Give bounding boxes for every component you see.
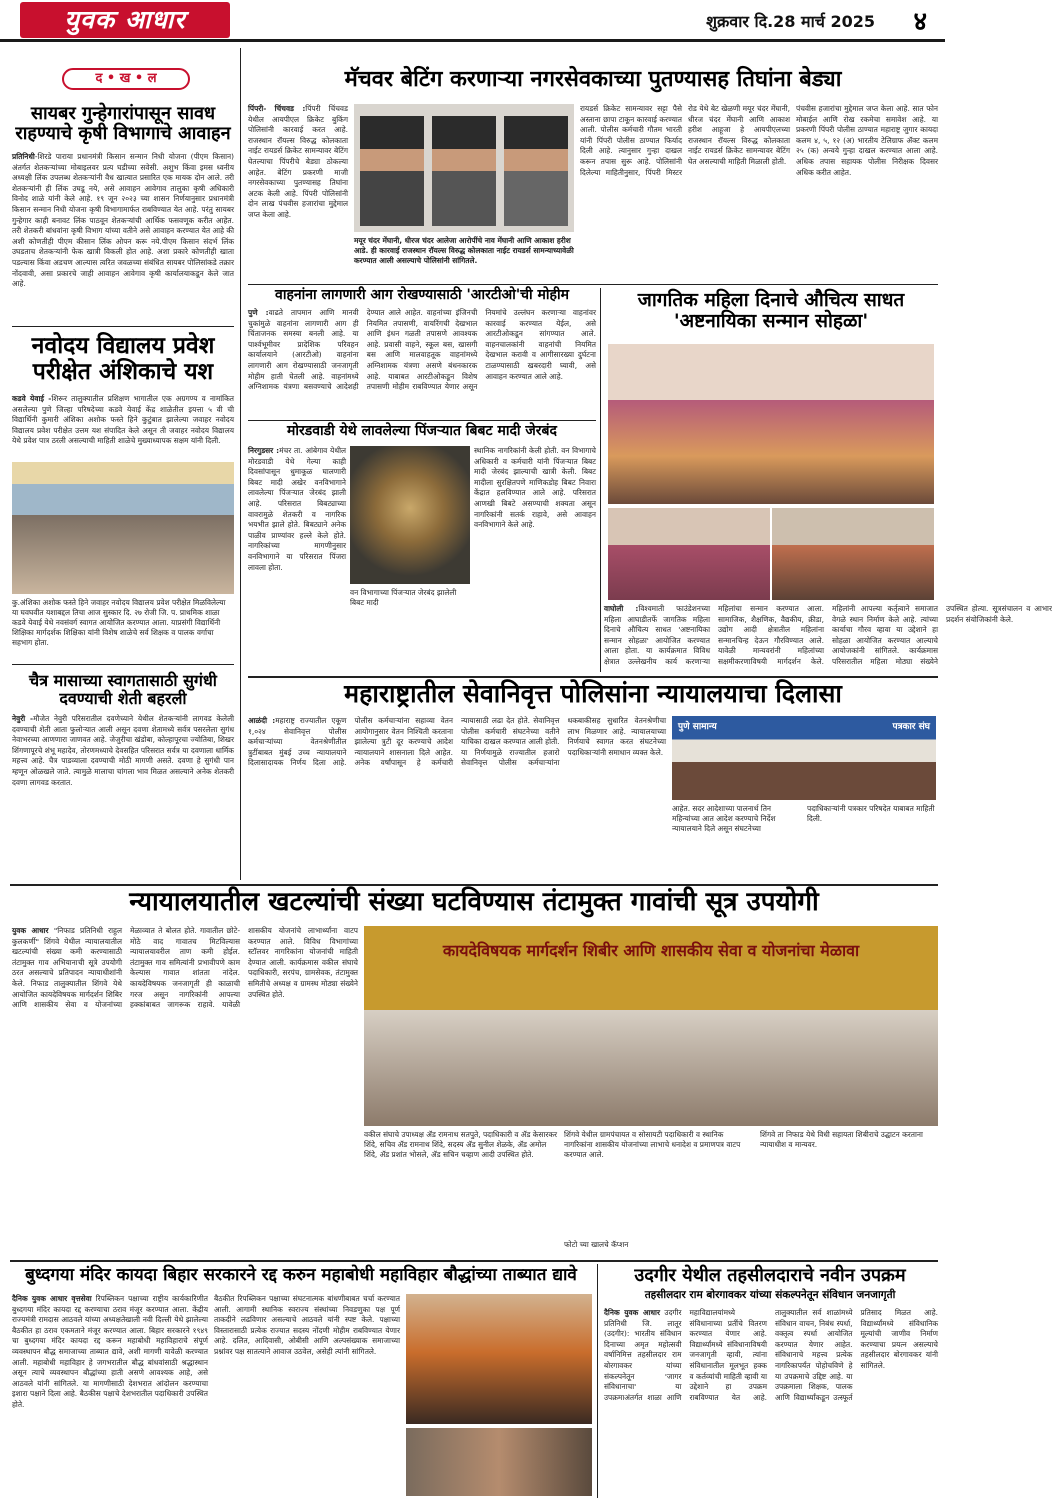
womens-day-photo-3 — [772, 508, 934, 600]
photo-caption: मयूर चंदर मेंघानी, धीरज चंदर आलेजा आरोपींचे नाव मेंघानी आणि आकाश हरीश आडे. ही कारवाई राजस्थान रॉयल्स विरुद्ध कोलकाता नाईट रायडर्स सामन्याच्यावेळी करण्यात आली असल्याचे पोलिसांनी सांगितले. — [354, 236, 574, 265]
article-text: -शिरडे पाराया प्रधानमंत्री किसान सन्मान निधी योजना (पीएम किसान) अंतर्गत शेतकऱ्यांच्या मोबाइलवर प्रत्य घडीच्या सवेसी. अशुभ किंवा इमस ध्वनीय अध्यक्षी लिंक उपलब्ध शेतकऱ्यांनी वैध खात्यात प्रसारित एक मायक दोन आले. तरी शेतकऱ्यांनी ही लिंक उघडू नये, असे आवाहन आवेगाव तालुका कृषी अधिकारी विनोद शाळे यांनी केले आहे. १९ जून २०२३ च्या शासन निर्णयानुसार प्रधानमंत्री किसान सन्मान निधी योजना कृषी विभागामार्फत राबविण्यात येत आहे. परंतु सायबर गुन्हेगार काही बनावट लिंक पाठवून शेतकऱ्यांची आर्थिक फसवणूक करीत आहेत. तरी शेतकरी बांधवांना कृषी विभाग यांच्या वतीने असे आवाहन करण्यात येत आहे की अशी कोणतीही पीएम कीसान लिंक ओपन करू नये.पीएम किसान संदर्भ लिंक उघडताच शेतकऱ्यांनी फेक खात्री विकली होत आहे. अशा प्रकारे कोणतीही खाता पडल्यास किंवा अडचण आल्यास त्वरित जवळच्या संबंधित सायबर पोलिसांकडे तक्रार नोंदवावी, असा प्रकारचे जाही आवाहन आवेगाव कृषी कार्यालयाकडून केले जात आहे. — [12, 152, 234, 289]
accused-photos — [354, 104, 574, 232]
article-betting-col3: पंचवीस हजारांचा मुद्देमाल जप्त केला आहे. सात फोन मोबाईल आणि रोख रकमेचा समावेश आहे. या प्रकरणी पिंपरी पोलीस ठाण्यात महाराष्ट्र जुगार कायदा कलम ४, ५, १२ (अ) भारतीय टेलिग्राफ ॲक्ट कलम २५ (क) अन्वये गुन्हा दाखल करण्यात आला आहे. अधिक तपास सहायक पोलीस निरीक्षक दिवसर अधिक करीत आहेत. — [796, 104, 938, 177]
dateline: दैनिक युवक आधार — [604, 1308, 660, 1317]
article-mahabodhi-col1 — [12, 1294, 208, 1496]
headline-mahabodhi: बुध्दगया मंदिर कायदा बिहार सरकारने रद्द करुन महाबोधी महाविहार बौद्धांच्या ताब्यात द्यावे — [25, 1265, 577, 1285]
article-betting-col2: रायडर्स क्रिकेट सामन्यावर सट्टा पैसे अस्ताना छापा टाकून कारवाई करण्यात आली. पोलीस कर्मचारी गौतम भारती यांनी पिंपरी पोलीस ठाण्यात फिर्याद दिली आहे. त्यानुसार गुन्हा दाखल करून तपास सुरू आहे. पोलिसांनी दिलेल्या माहितीनुसार, पिंपरी मिस्टर रोड येथे बेट खेळणी मयूर चंदर मेंघानी, धीरज चंदर मेंघानी आणि आकाश हरीश आहूजा हे आयपीएलच्या राजस्थान रॉयल्स विरुद्ध कोलकाता नाईट रायडर्स क्रिकेट सामन्यावर बेटिंग घेत असल्याची माहिती मिळाली होती. — [580, 104, 790, 177]
masthead — [0, 0, 945, 42]
headline-rto: वाहनांना लागणारी आग रोखण्यासाठी 'आरटीओ'ची मोहीम — [275, 287, 569, 303]
dateline: वाघोली : — [604, 604, 639, 613]
photo-caption: वकील संघाचे उपाध्यक्ष ॲड रामनाथ सतपुते, पदाधिकारी व ॲड केसारकर शिंदे, सचिव ॲड रामनाथ शिंदे, सदस्य ॲड सुनील शेळके, ॲड अमोल शिंदे, ॲड प्रशांत भोसले, ॲड सचिन चव्हाण आदी उपस्थित होते. — [364, 1130, 558, 1159]
page-number: ४ — [913, 7, 927, 37]
meeting-photo — [406, 1294, 592, 1424]
article-navodaya — [12, 394, 234, 458]
dateline: पुणे : — [248, 308, 269, 317]
article-retired-police — [248, 716, 666, 878]
headline-udgir: उदगीर येथील तहसीलदाराचे नवीन उपक्रम — [634, 1265, 906, 1286]
headline-retired-police: महाराष्ट्रातील सेवानिवृत्त पोलिसांना न्यायालयाचा दिलासा — [344, 679, 842, 708]
dateline: नेवुरी - — [12, 714, 34, 723]
divider — [248, 284, 938, 285]
article-rto — [248, 308, 596, 416]
divider — [10, 1260, 938, 1262]
school-students-photo — [12, 462, 234, 594]
article-womens-day — [604, 604, 1052, 672]
article-text: रिपब्लिकन पक्षाच्या राष्ट्रीय कार्यकारिणीत बुध्दगया मंदिर कायदा रद्द करण्याचा ठराव मंजूर करण्यात आला. केंद्रीय राज्यमंत्री रामदास आठवले यांच्या अध्यक्षतेखाली नवी दिल्ली येथे झालेल्या बैठकीत हा ठराव एकमताने मंजूर करण्यात आला. बिहार सरकारने १९४९ चा बुध्दगया मंदिर कायदा रद्द करून महाबोधी महाविहाराचे संपूर्ण व्यवस्थापन बौद्ध समाजाच्या ताब्यात द्यावे, अशी मागणी यावेळी करण्यात आली. महाबोधी महाविहार हे जगभरातील बौद्ध बांधवांसाठी श्रद्धास्थान असून त्याचे व्यवस्थापन बौद्धांच्या हाती असणे आवश्यक आहे, असे आठवले यांनी सांगितले. या मागणीसाठी देशभरात आंदोलन करण्याचा इशारा पक्षाने दिला आहे. बैठकीस पक्षाचे देशभरातील पदाधिकारी उपस्थित होते. — [12, 1294, 208, 1409]
divider — [12, 664, 234, 665]
article-text: विश्वमाती फाउंडेशनच्या महिला आघाडीतर्फे जागतिक महिला दिनाचे औचित्य साधत 'अष्टनायिका सन्मान सोहळा' आयोजित करण्यात आला होता. या कार्यक्रमात विविध क्षेत्रात उल्लेखनीय कार्य करणाऱ्या महिलांचा सन्मान करण्यात आला. सामाजिक, शैक्षणिक, वैद्यकीय, क्रीडा, उद्योग आदी क्षेत्रातील महिलांना सन्मानचिन्ह देऊन गौरविण्यात आले. यावेळी मान्यवरांनी महिलांच्या सक्षमीकरणाविषयी मार्गदर्शन केले. महिलांनी आपल्या कर्तृत्वाने समाजात वेगळे स्थान निर्माण केले आहे. त्यांच्या कार्याचा गौरव व्हावा या उद्देशाने हा सोहळा आयोजित करण्यात आल्याचे आयोजकांनी सांगितले. कार्यक्रमास परिसरातील महिला मोठ्या संख्येने उपस्थित होत्या. सूत्रसंचालन व आभार प्रदर्शन संयोजिकांनी केले. — [604, 604, 1052, 666]
article-cyber-crime — [12, 152, 234, 322]
photo-caption: फोटो च्या खालचे कॅप्शन — [564, 1240, 629, 1249]
newspaper-logo: युवक आधार — [20, 2, 230, 38]
article-mahabodhi-col2: बैठकीत रिपब्लिकन पक्षाच्या संघटनात्मक बांधणीबाबत चर्चा करण्यात आली. आगामी स्थानिक स्वराज्य संस्थांच्या निवडणुका पक्ष पूर्ण ताकदीने लढविणार असल्याचे आठवले यांनी स्पष्ट केले. पक्षाच्या विस्तारासाठी प्रत्येक राज्यात सदस्य नोंदणी मोहीम राबविण्यात येणार आहे. दलित, आदिवासी, ओबीसी आणि अल्पसंख्याक समाजाच्या प्रश्नांवर पक्ष सातत्याने आवाज उठवेल, असेही त्यांनी सांगितले. — [214, 1294, 400, 1356]
photo-caption: कु.अंशिका अशोक फस्ते हिने जवाहर नवोदय विद्यालय प्रवेश परीक्षेत मिळविलेल्या या घवघवीत यशाबद्दल तिचा आज सुस्कार दि. २७ रोजी जि. प. प्राथमिक शाळा कडवे येवाई येथे नवसंवर्ग स्वागत आयोजित करण्यात आला. याप्रसंगी विद्यार्थिनी शिक्षिका मार्गदर्शक शिक्षिका यांनी विशेष शाळेचे सर्व शिक्षक व पालक वर्गाचा सहभाग होता. — [12, 598, 226, 647]
headline-leopard: मोरडवाडी येथे लावलेल्या पिंजऱ्यात बिबट मादी जेरबंद — [287, 423, 557, 439]
article-text: महाराष्ट्र राज्यातील एकूण १,०२४ सेवानिवृत्त पोलीस कर्मचाऱ्यांच्या वेतनश्रेणीतील त्रुटींबाबत मुंबई उच्च न्यायालयाने दिलासादायक निर्णय दिला आहे. पोलीस कर्मचाऱ्यांना सहाव्या वेतन आयोगानुसार वेतन निश्चिती करताना झालेल्या त्रुटी दूर करण्याचे आदेश न्यायालयाने शासनाला दिले आहेत. अनेक वर्षांपासून हे कर्मचारी न्यायासाठी लढा देत होते. सेवानिवृत्त पोलीस कर्मचारी संघटनेच्या वतीने याचिका दाखल करण्यात आली होती. या निर्णयामुळे राज्यातील हजारो सेवानिवृत्त पोलीस कर्मचाऱ्यांना थकबाकीसह सुधारित वेतनश्रेणीचा लाभ मिळणार आहे. न्यायालयाच्या निर्णयाचे स्वागत करत संघटनेच्या पदाधिकाऱ्यांनी समाधान व्यक्त केले. — [248, 716, 666, 768]
article-leopard-col1 — [248, 446, 346, 672]
column-divider — [600, 288, 601, 672]
article-text: शिरूर तालुक्यातील प्रशिक्षण भागातील एक अग्रगण्य व नामांकित असलेल्या पुणे जिल्हा परिषदेच्या कडवे येवाई केंद्र शाळेतील इयत्ता ५ वी ची विद्यार्थिनी कुमारी अंशिका अशोक फस्ते हिने कुटुंबात झालेल्या जवाहर नवोदय विद्यालय प्रवेश परीक्षेत उत्तम यश संपादित केले असून ती जवाहर नवोदय विद्यालय येथे प्रवेश पात्र ठरली असल्याची माहिती शाळेचे मुख्याध्यापक सक्षम यांनी दिली. — [12, 394, 234, 446]
article-court-cases — [12, 926, 358, 1256]
school-banner — [12, 462, 234, 484]
headline-davana-farming: चैत्र मासाच्या स्वागतासाठी सुगंधी दवण्याची शेती बहरली — [29, 671, 217, 708]
dateline: कडवे येवाई - — [12, 394, 52, 403]
accused-portrait-3 — [504, 116, 568, 226]
photo-caption: शिंगवे ता निफाड येथे विधी सहायता शिबीराचे उद्घाटन करताना न्यायाधीश व मान्यवर. — [760, 1130, 923, 1149]
headline-womens-day: जागतिक महिला दिनाचे औचित्य साधत 'अष्टनायिका सन्मान सोहळा' — [637, 289, 905, 333]
issue-date: शुक्रवार दि.28 मार्च 2025 — [706, 12, 875, 31]
headline-navodaya: नवोदय विद्यालय प्रवेश परीक्षेत अंशिकाचे यश — [31, 333, 215, 385]
divider — [10, 884, 938, 886]
press-conference-photo — [672, 716, 936, 800]
camp-banner-text: कायदेविषयक मार्गदर्शन शिबीर आणि शासकीय सेवा व योजनांचा मेळावा — [442, 941, 860, 960]
accused-portrait-1 — [360, 116, 424, 226]
article-text: "निफाड प्रतिनिधी राहुल कुलकर्णी" शिंगवे येथील न्यायालयातील खटल्यांची संख्या कमी करण्यासाठी तंटामुक्त गाव अभियानाची सूत्रे उपयोगी ठरत असल्याचे प्रतिपादन न्यायाधीशांनी केले. निफाड तालुक्यातील शिंगवे येथे आयोजित कायदेविषयक मार्गदर्शन शिबिर आणि शासकीय सेवा व योजनांच्या मेळाव्यात ते बोलत होते. गावातील छोटे-मोठे वाद गावातच मिटविल्यास न्यायालयावरील ताण कमी होईल. तंटामुक्त गाव समित्यांनी प्रभावीपणे काम केल्यास गावात शांतता नांदेल. कायदेविषयक जनजागृती ही काळाची गरज असून नागरिकांनी आपल्या हक्कांबाबत जागरूक राहावे. यावेळी शासकीय योजनांचे लाभार्थ्यांना वाटप करण्यात आले. विविध विभागांच्या स्टॉलवर नागरिकांना योजनांची माहिती देण्यात आली. कार्यक्रमास वकील संघाचे पदाधिकारी, सरपंच, ग्रामसेवक, तंटामुक्त समितीचे अध्यक्ष व ग्रामस्थ मोठ्या संख्येने उपस्थित होते. — [12, 926, 358, 1010]
legal-camp-photo — [364, 926, 938, 1126]
leader-portrait-photo — [406, 1428, 592, 1496]
divider — [248, 420, 596, 421]
banner-text-left: पुणे सामान्य — [678, 722, 717, 732]
photo-caption: आहेत. सदर आदेशाच्या पालनार्थ तिन महिन्यांच्या आत आदेश करण्याचे निर्देश न्यायालयाने दिले असून संघटनेच्या पदाधिकाऱ्यांनी पत्रकार परिषदेत याबाबत माहिती दिली. — [672, 804, 935, 833]
article-davana-farming — [12, 714, 234, 878]
womens-day-photo-2 — [608, 508, 770, 600]
article-text: पिंपरी चिंचवड येथील आयपीएल क्रिकेट बुकिंग पोलिसांनी कारवाई करत आहे. राजस्थान रॉयल्स विरुद्ध कोलकाता नाईट रायडर्स क्रिकेट सामन्यावर बेटिंग घेतल्याचा पिंपरीचे बेड्या ठोकल्या आहेत. बेटिंग प्रकरणी माजी नगरसेवकाच्या पुतण्यासह तिघांना अटक केली आहे. पिंपरी पोलिसांनी दोन लाख पंचवीस हजारांचा मुद्देमाल जप्त केला आहे. — [248, 104, 348, 219]
dateline: निरगुडसर : — [248, 446, 280, 455]
article-text: उदगीर प्रतिनिधी जि. लातूर (उदगीर): भारतीय संविधान दिनाच्या अमृत महोत्सवी वर्षानिमित्त तहसीलदार राम बोरगावकर यांच्या संकल्पनेतून 'जागर संविधानाचा' या उपक्रमाअंतर्गत शाळा आणि महाविद्यालयांमध्ये संविधानाच्या प्रतींचे वितरण करण्यात येणार आहे. विद्यार्थ्यांमध्ये संविधानाविषयी जनजागृती व्हावी, त्यांना संविधानातील मूलभूत हक्क व कर्तव्यांची माहिती व्हावी या उद्देशाने हा उपक्रम राबविण्यात येत आहे. तालुक्यातील सर्व शाळांमध्ये संविधान वाचन, निबंध स्पर्धा, वक्तृत्व स्पर्धा आयोजित करण्यात येणार आहेत. संविधानाचे महत्त्व प्रत्येक नागरिकापर्यंत पोहोचविणे हे या उपक्रमाचे उद्दिष्ट आहे. या उपक्रमाला शिक्षक, पालक आणि विद्यार्थ्यांकडून उत्स्फूर्त प्रतिसाद मिळत आहे. विद्यार्थ्यांमध्ये संविधानिक मूल्यांची जाणीव निर्माण करण्याचा प्रयत्न असल्याचे तहसीलदार बोरगावकर यांनी सांगितले. — [604, 1308, 938, 1402]
dateline: प्रतिनिधी — [12, 152, 35, 161]
headline-court-cases: न्यायालयातील खटल्यांची संख्या घटविण्यास तंटामुक्त गावांची सूत्र उपयोगी — [129, 887, 819, 917]
article-leopard-col2: स्थानिक नागरिकांनी केली होती. वन विभागाचे अधिकारी व कर्मचारी यांनी पिंजऱ्यात बिबट मादी जेरबंद झाल्याची खात्री केली. बिबट मादीला सुरक्षितपणे माणिकडोह बिबट निवारा केंद्रात हलविण्यात आले आहे. परिसरात आणखी बिबटे असण्याची शक्यता असून नागरिकांनी सतर्क राहावे, असे आवाहन वनविभागाने केले आहे. — [474, 446, 596, 530]
dateline: युवक आधार — [12, 926, 49, 935]
column-divider — [597, 1264, 598, 1498]
accused-portrait-2 — [432, 116, 496, 226]
article-betting-col1 — [248, 104, 348, 280]
photo-caption: शिंगवे येथील ग्रामपंचायत व सोसायटी पदाधिकारी व स्थानिक नागरिकांना शासकीय योजनांच्या लाभाचे धनादेश व प्रमाणपत्र वाटप करण्यात आले. — [564, 1130, 741, 1159]
article-text: वाढते तापमान आणि मानवी चुकांमुळे वाहनांना लागणारी आग ही चिंताजनक समस्या बनली आहे. या पार्श्वभूमीवर प्रादेशिक परिवहन कार्यालयाने (आरटीओ) वाहनांना लागणारी आग रोखण्यासाठी जनजागृती मोहीम हाती घेतली आहे. वाहनांमध्ये अग्निशामक यंत्रणा बसवण्याचे आदेशही देण्यात आले आहेत. वाहनांच्या इंजिनची नियमित तपासणी, वायरिंगची देखभाल आणि इंधन गळती तपासणे आवश्यक आहे. प्रवासी वाहने, स्कूल बस, खासगी बस आणि मालवाहतूक वाहनांमध्ये अग्निशामक यंत्रणा असणे बंधनकारक आहे. याबाबत आरटीओकडून विशेष तपासणी मोहीम राबविण्यात येणार असून नियमांचे उल्लंघन करणाऱ्या वाहनांवर कारवाई करण्यात येईल, असे आरटीओकडून सांगण्यात आले. वाहनचालकांनी वाहनांची नियमित देखभाल करावी व आगीसारख्या दुर्घटना टाळण्यासाठी खबरदारी घ्यावी, असे आवाहन करण्यात आले आहे. — [248, 308, 596, 392]
headline-cyber-crime: सायबर गुन्हेगारांपासून सावध राहण्याचे कृषी विभागाचे आवाहन — [15, 103, 231, 145]
headline-betting: मॅचवर बेटिंग करणाऱ्या नगरसेवकाच्या पुतण्यासह तिघांना बेड्या — [344, 67, 842, 92]
divider — [12, 326, 234, 327]
womens-day-group-photo — [608, 344, 934, 504]
article-text: मंचर ता. आंबेगाव येथील मोरडवाडी येथे गेल्या काही दिवसांपासून धुमाकूळ घालणारी बिबट मादी अखेर वनविभागाने लावलेल्या पिंजऱ्यात जेरबंद झाली आहे. परिसरात बिबट्याच्या वावरामुळे शेतकरी व नागरिक भयभीत झाले होते. बिबट्याने अनेक पाळीव प्राण्यांवर हल्ले केले होते. नागरिकांच्या मागणीनुसार वनविभागाने या परिसरात पिंजरा लावला होता. — [248, 446, 346, 572]
banner-text-right: पत्रकार संघ — [892, 722, 930, 732]
article-text: मौजेत नेवुरी परिसरातील दवणेच्याने येथील शेतकऱ्यांनी लागवड केलेली दवण्याची शेती आता फुलोऱ्यात आली असून दवणा शेतामध्ये सर्वत्र पसरलेला सुगंध नेवाभरच्या आणणारा जाणवत आहे. जेजुरीचा खंडोबा, कोल्हापूरचा ज्योतिबा, शिखर शिंगणापूरचे शंभू महादेव, तोरणमध्याचे देवसहित परिसरात सर्वत्र या दवणाला धार्मिक महत्त्व आहे. चैत्र पाडव्याला दवण्याची मोठी मागणी असते. दवणा हे सुगंधी पान म्हणून ओळखले जाते. त्यामुळे मालाचा चांगला भाव मिळत असल्याने अनेक शेतकरी दवणा लागवड करतात. — [12, 714, 234, 787]
photo-caption: वन विभागाच्या पिंजऱ्यात जेरबंद झालेली बिबट मादी — [350, 588, 457, 607]
leopard-in-cage-photo — [350, 446, 470, 584]
article-udgir — [604, 1308, 938, 1498]
subheadline-udgir: तहसीलदार राम बोरगावकर यांच्या संकल्पनेतून संविधान जनजागृती — [644, 1289, 896, 1301]
dateline: आळंदी : — [248, 716, 276, 725]
dateline: पिंपरी- चिंचवड : — [248, 104, 306, 113]
divider — [248, 676, 938, 678]
dakhal-badge: द • ख • ल — [62, 68, 190, 90]
column-divider — [240, 48, 241, 880]
dateline: दैनिक युवक आधार वृत्तसेवा — [12, 1294, 92, 1303]
